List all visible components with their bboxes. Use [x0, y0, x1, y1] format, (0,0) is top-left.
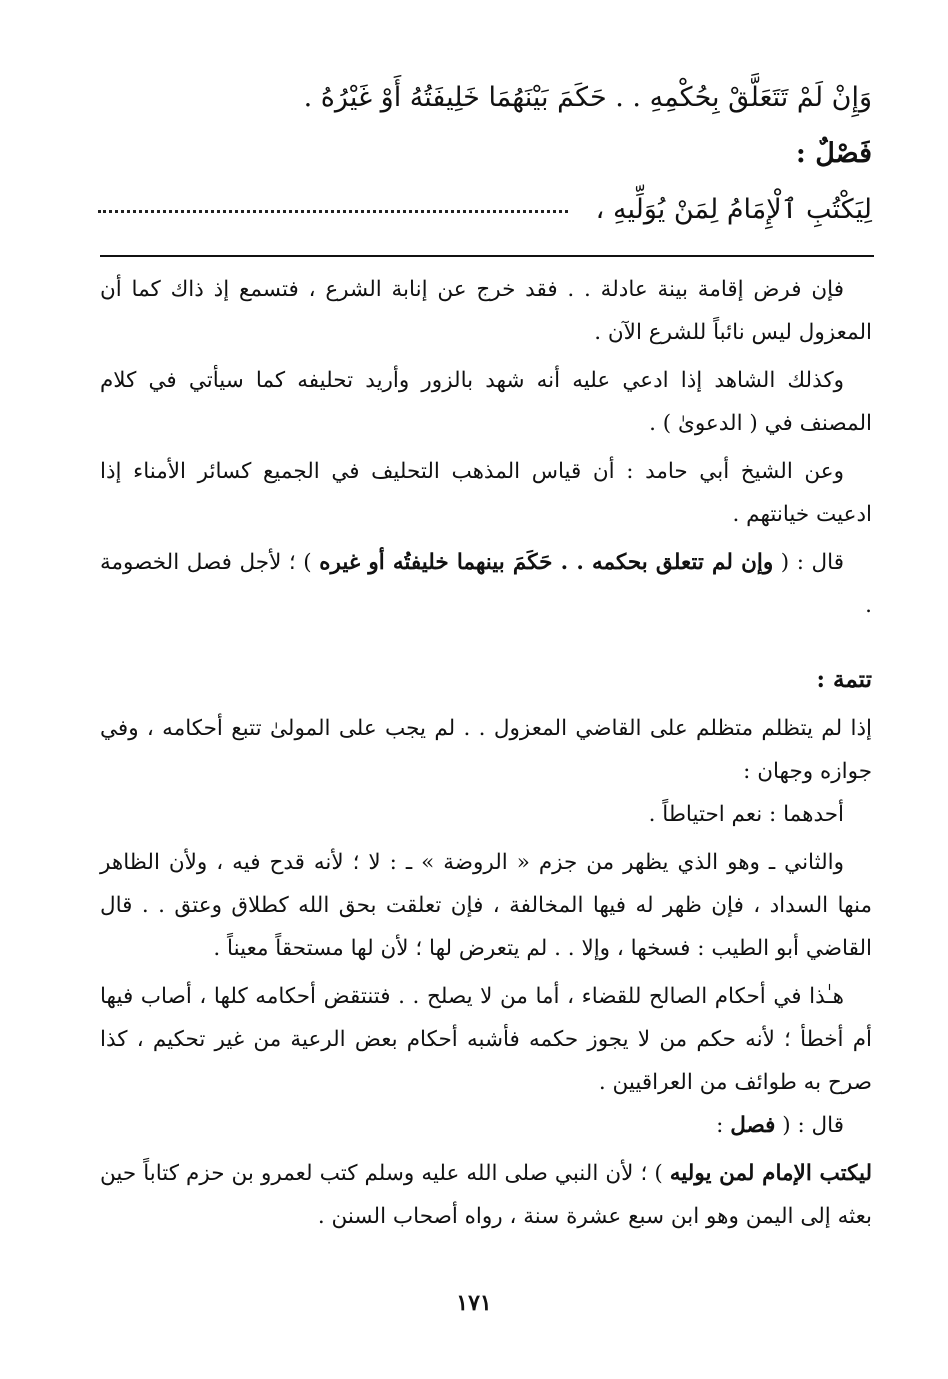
- commentary-paragraph: والثاني ـ وهو الذي يظهر من جزم « الروضة » ـ : لا ؛ لأنه قدح فيه ، ولأن الظاهر منها السداد ، فإن ظهر له فيها المخالفة ، فإن تعلقت بحق الله كطلاق وعتق . . قال القاضي أبو الطيب : فسخها ، وإلا . . لم يتعرض لها ؛ لأن لها مستحقاً معيناً .: [100, 850, 872, 961]
- quote-open: قال : (: [775, 1113, 844, 1138]
- quote-close: ) ؛ لأجل فصل الخصومة .: [100, 550, 872, 618]
- quote-colon: :: [716, 1113, 731, 1138]
- matn-line-3: لِيَكْتُبِ ٱلْإِمَامُ لِمَنْ يُوَلِّيهِ ،: [595, 194, 872, 225]
- commentary-paragraph: وكذلك الشاهد إذا ادعي عليه أنه شهد بالزور وأريد تحليفه كما سيأتي في كلام المصنف في ( الدعوىٰ ) .: [100, 368, 872, 436]
- tatimma-heading: تتمة :: [816, 666, 872, 693]
- commentary-paragraph: وعن الشيخ أبي حامد : أن قياس المذهب التحليف في الجميع كسائر الأمناء إذا ادعيت خيانتهم .: [100, 459, 872, 527]
- quoted-matn: وإن لم تتعلق بحكمه . . حَكَمَ بينهما خليفتُه أو غيره: [319, 550, 774, 575]
- quote-open: قال : (: [773, 550, 844, 575]
- commentary-paragraph: أحدهما : نعم احتياطاً .: [648, 802, 844, 827]
- commentary-paragraph: هـٰذا في أحكام الصالح للقضاء ، أما من لا يصلح . . فتنتقض أحكامه كلها ، أصاب فيها أم أخطأ ؛ لأنه حكم من لا يجوز حكمه فأشبه أحكام بعض الرعية من غير تحكيم ، كذا صرح به طوائف من العراقيين .: [100, 984, 872, 1095]
- commentary-paragraph: فإن فرض إقامة بينة عادلة . . فقد خرج عن إنابة الشرع ، فتسمع إذ ذاك كما أن المعزول ليس نائباً للشرع الآن .: [100, 277, 872, 345]
- commentary-block-1: [100, 268, 872, 627]
- commentary-paragraph: إذا لم يتظلم متظلم على القاضي المعزول . . لم يجب على المولىٰ تتبع أحكامه ، وفي جوازه وجهان :: [100, 716, 872, 784]
- commentary-text: ) ؛ لأن النبي صلى الله عليه وسلم كتب لعمرو بن حزم كتاباً حين بعثه إلى اليمن وهو ابن سبع عشرة سنة ، رواه أصحاب السنن .: [100, 1161, 872, 1229]
- commentary-block-2: [100, 658, 872, 1238]
- commentary-paragraph: [100, 541, 872, 627]
- matn-dotted-leader: [98, 200, 568, 213]
- page-number: ١٧١: [456, 1290, 492, 1316]
- commentary-paragraph: [100, 1104, 872, 1147]
- matn-section-heading: فَصْلٌ :: [795, 138, 872, 169]
- quoted-matn: فصل: [730, 1113, 776, 1138]
- quoted-matn: ليكتب الإمام لمن يوليه: [669, 1161, 872, 1186]
- matn-line-1: وَإِنْ لَمْ تَتَعَلَّقْ بِحُكْمِهِ . . حَكَمَ بَيْنَهُمَا خَلِيفَتُهُ أَوْ غَيْرُهُ .: [303, 82, 872, 113]
- separator-rule: [100, 255, 874, 257]
- commentary-paragraph: [100, 1152, 872, 1238]
